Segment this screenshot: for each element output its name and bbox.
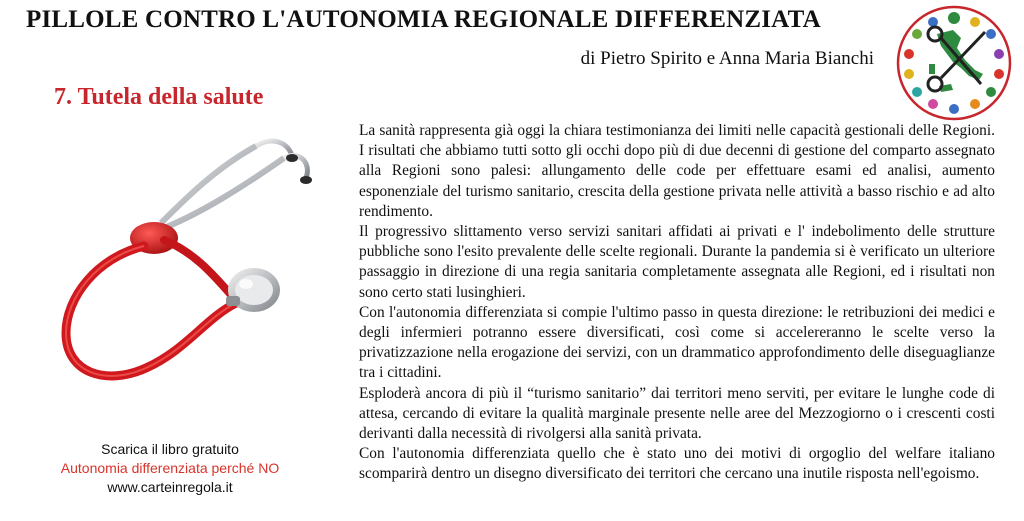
paragraph-5: Con l'autonomia differenziata quello che è stato uno dei motivi di orgoglio del welfare italiano scomparirà dentro un disegno diversificato dei territori che cercano una inutile risposta nell'egoismo.	[359, 445, 995, 483]
article-body	[359, 121, 995, 485]
book-link[interactable]: Autonomia differenziata perché NO	[60, 460, 280, 476]
book-promo	[20, 440, 320, 497]
paragraph-4: Esploderà ancora di più il “turismo sanitario” dai territori meno serviti, per evitare le lunghe code di attesa, cercando di evitare la qualità marginale presente nelle aree del Mezzogiorno o i crescenti costi derivanti dalla necessità di rivolgersi alla sanità privata.	[359, 384, 995, 443]
section-title: 7. Tutela della salute	[54, 84, 264, 110]
paragraph-1: La sanità rappresenta già oggi la chiara testimonianza dei limiti nelle capacità gestionali delle Regioni. I risultati che abbiamo tutti sotto gli occhi dopo più di due decenni di gestione del comparto assegnato alla Regioni sono palesi: allungamento delle code per effettuare esami ed analisi, aumento esponenziale del turismo sanitario, crescita della gestione privata nelle attività a basso rischio e ad alto rendimento.	[359, 122, 995, 220]
promo-lead: Scarica il libro gratuito	[101, 441, 239, 457]
paragraph-2: Il progressivo slittamento verso servizi sanitari affidati ai privati e l' indebolimento delle strutture pubbliche sono l'esito prevalente delle scelte regionali. Durante la pandemia si è verificato un ulteriore passaggio in direzione di una regia sanitaria completamente assegnata alle Regioni, ed i risultati non sono certo stati lusinghieri.	[359, 223, 995, 301]
paragraph-3: Con l'autonomia differenziata si compie l'ultimo passo in questa direzione: le retribuzioni dei medici e degli infermieri potranno essere diversificati, così come si accelereranno le scelte verso la privatizzazione nella erogazione dei servizi, con un drammatico approfondimento delle diseguaglianze tra i cittadini.	[359, 303, 995, 382]
chest-piece	[226, 268, 280, 312]
authors-line: di Pietro Spirito e Anna Maria Bianchi	[580, 48, 874, 69]
scissors-italy-logo	[895, 4, 1013, 122]
website-link[interactable]: www.carteinregola.it	[107, 479, 233, 495]
stethoscope-illustration	[36, 128, 336, 398]
page-title: PILLOLE CONTRO L'AUTONOMIA REGIONALE DIFFERENZIATA	[26, 6, 821, 33]
